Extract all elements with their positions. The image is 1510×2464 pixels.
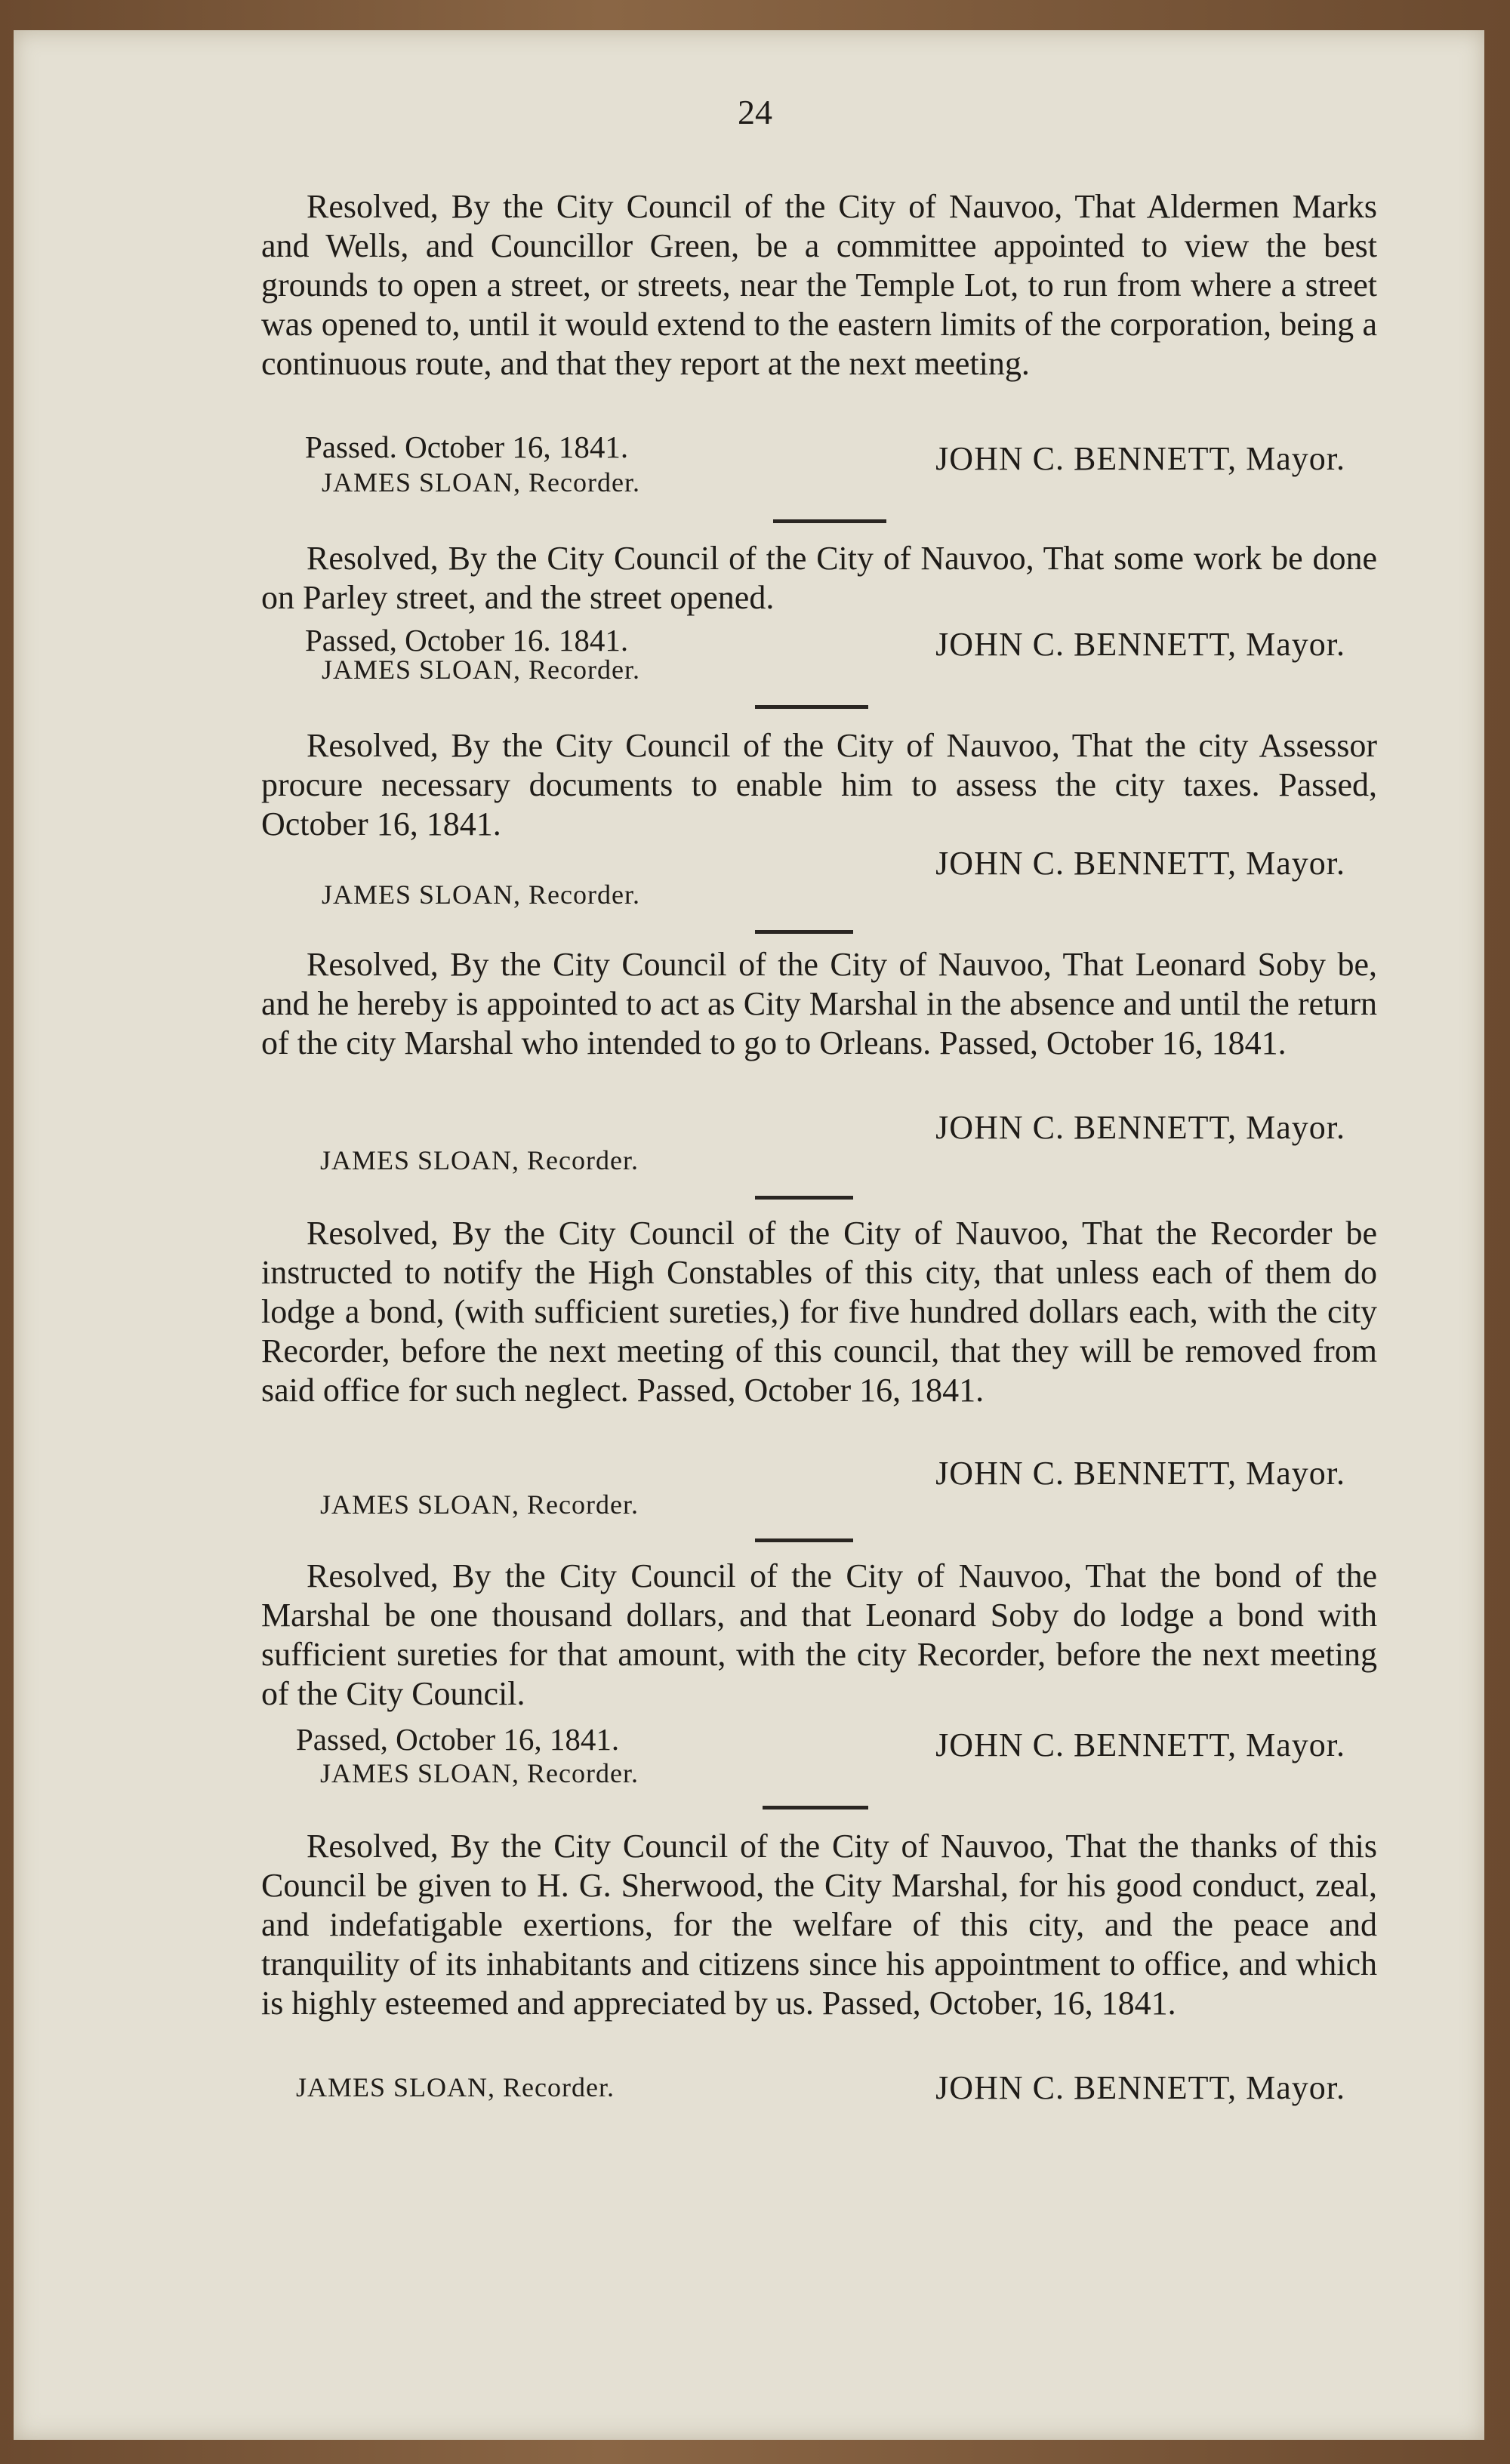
resolution-text: Resolved, By the City Council of the City of Nauvoo, That the thanks of this Council be given to H. G. Sherwood, the City Marshal, for his good conduct, zeal, and indefatigable exertions, for the welfare of this city, and the peace and tranquility of its inhabitants and citizens since his appointment to office, and which is highly esteemed and appreciated by us. Passed, October, 16, 1841. [261, 1828, 1377, 2022]
recorder-signature: JAMES SLOAN, Recorder. [296, 2072, 615, 2102]
resolution-7 [261, 1827, 1377, 2023]
recorder-signature: JAMES SLOAN, Recorder. [322, 654, 640, 685]
mayor-signature: JOHN C. BENNETT, Mayor. [935, 1455, 1345, 1492]
passed-date: Passed, October 16, 1841. [296, 1722, 620, 1757]
mayor-signature: JOHN C. BENNETT, Mayor. [935, 626, 1345, 663]
section-divider [773, 519, 886, 523]
resolution-4 [261, 945, 1377, 1063]
page-number: 24 [738, 93, 772, 131]
recorder-signature: JAMES SLOAN, Recorder. [320, 1145, 639, 1175]
recorder-signature: JAMES SLOAN, Recorder. [322, 467, 640, 497]
mayor-signature: JOHN C. BENNETT, Mayor. [935, 845, 1345, 882]
resolution-text: Resolved, By the City Council of the City of Nauvoo, That the city Assessor procure necessary documents to enable him to assess the city taxes. Passed, October 16, 1841. [261, 727, 1377, 842]
section-divider [763, 1806, 868, 1810]
resolution-text: Resolved, By the City Council of the City of Nauvoo, That the Recorder be instructed to notify the High Constables of this city, that unless each of them do lodge a bond, (with sufficient sureties,) for five hundred dollars each, with the city Recorder, before the next meeting of this council, that they will be removed from said office for such neglect. Passed, October 16, 1841. [261, 1215, 1377, 1409]
mayor-signature: JOHN C. BENNETT, Mayor. [935, 1109, 1345, 1146]
resolution-1 [261, 187, 1377, 383]
mayor-signature: JOHN C. BENNETT, Mayor. [935, 2069, 1345, 2106]
recorder-signature: JAMES SLOAN, Recorder. [322, 879, 640, 910]
resolution-text: Resolved, By the City Council of the City of Nauvoo, That Aldermen Marks and Wells, and Councillor Green, be a committee appointed to view the best grounds to open a street, or streets, near the Temple Lot, to run from where a street was opened to, until it would extend to the eastern limits of the corporation, being a continuous route, and that they report at the next meeting. [261, 188, 1377, 382]
section-divider [755, 930, 853, 934]
recorder-signature: JAMES SLOAN, Recorder. [320, 1489, 639, 1520]
resolution-5 [261, 1214, 1377, 1410]
resolution-text: Resolved, By the City Council of the City of Nauvoo, That the bond of the Marshal be one thousand dollars, and that Leonard Soby do lodge a bond with sufficient sureties for that amount, with the city Recorder, before the next meeting of the City Council. [261, 1557, 1377, 1712]
section-divider [755, 1538, 853, 1542]
recorder-signature: JAMES SLOAN, Recorder. [320, 1758, 639, 1788]
resolution-3 [261, 726, 1377, 844]
resolution-text: Resolved, By the City Council of the City of Nauvoo, That Leonard Soby be, and he hereby is appointed to act as City Marshal in the absence and until the return of the city Marshal who intended to go to Orleans. Passed, October 16, 1841. [261, 946, 1377, 1061]
section-divider [755, 1196, 853, 1200]
resolution-2 [261, 539, 1377, 618]
section-divider [755, 705, 868, 709]
resolution-6 [261, 1557, 1377, 1714]
mayor-signature: JOHN C. BENNETT, Mayor. [935, 1726, 1345, 1763]
passed-date: Passed, October 16. 1841. [305, 623, 629, 658]
mayor-signature: JOHN C. BENNETT, Mayor. [935, 440, 1345, 477]
resolution-text: Resolved, By the City Council of the City of Nauvoo, That some work be done on Parley street, and the street opened. [261, 540, 1377, 616]
passed-date: Passed. October 16, 1841. [305, 430, 629, 464]
